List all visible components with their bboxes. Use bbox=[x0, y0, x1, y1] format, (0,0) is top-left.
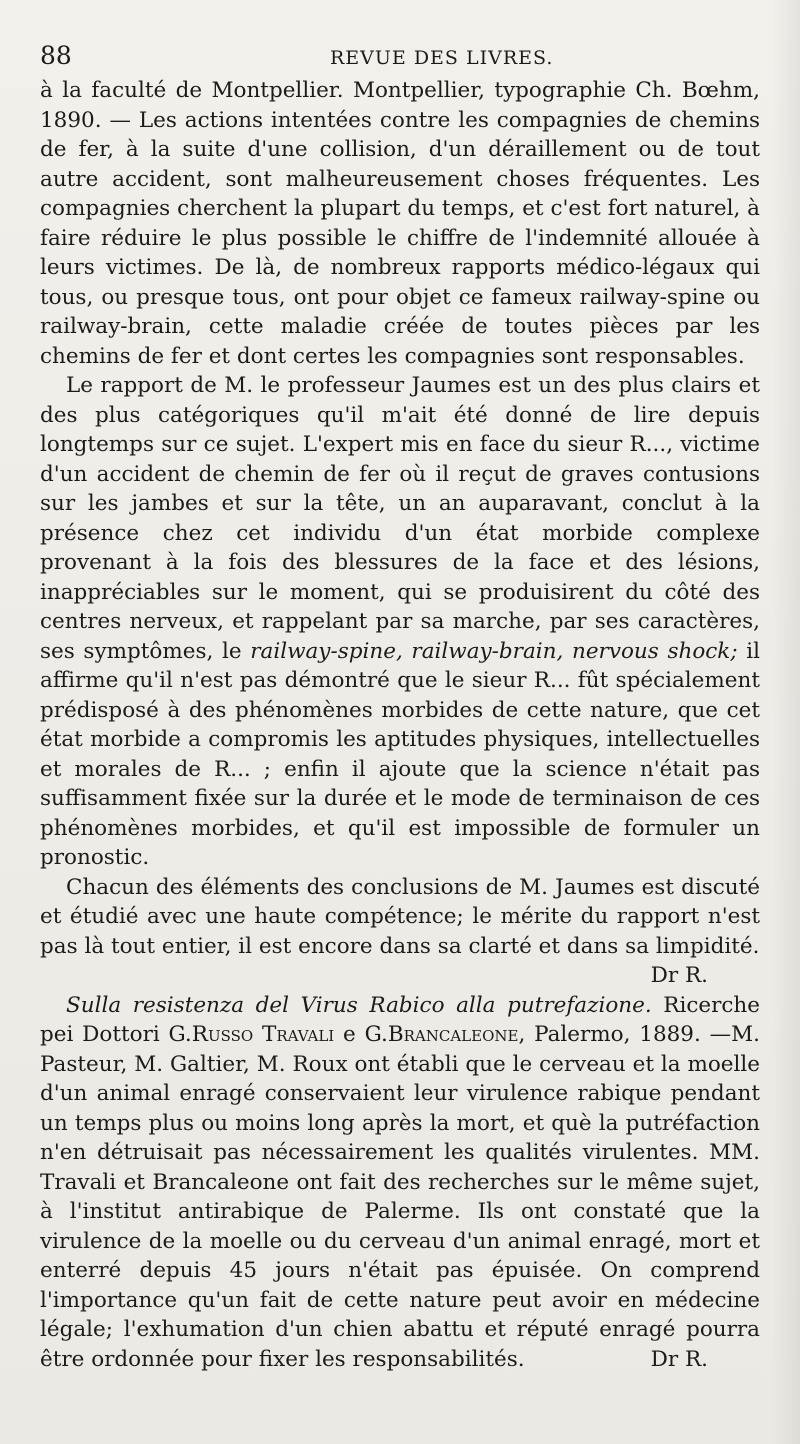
review-1-signature: Dr R. bbox=[650, 963, 708, 988]
review-2-conjunction: e G. bbox=[343, 1022, 388, 1047]
review-2-author-1: Russo Travali bbox=[191, 1022, 335, 1047]
running-header bbox=[40, 36, 760, 76]
running-title: REVUE DES LIVRES. bbox=[330, 47, 554, 69]
review-1-p2-text: Le rapport de M. le professeur Jaumes est un des plus clairs et des plus catégoriques qu'il m'ait été donné de lire depuis longtemps sur ce sujet. L'expert mis en face du sieur R..., victime d'un accident de chemin de fer où il reçut de graves contusions sur les jambes et sur la tête, un an auparavant, conclut à la présence chez cet individu d'un état morbide complexe provenant à la fois des blessures de la face et des lésions, inappréciables sur le moment, qui se produisirent du côté des centres nerveux, et rappelant par sa marche, par ses caractères, ses symptômes, le bbox=[40, 373, 760, 664]
review-2-author-2: Brancaleone bbox=[387, 1022, 519, 1047]
review-1-paragraph-2 bbox=[40, 371, 760, 873]
review-1-p3-text: Chacun des éléments des conclusions de M. Jaumes est discuté et étudié avec une haute compétence; le mérite du rapport n'est pas là tout entier, il est encore dans sa clarté et dans sa limpidité. bbox=[40, 874, 760, 959]
review-1-continuation: à la faculté de Montpellier. Montpellier, typographie Ch. Bœhm, 1890. — Les actions intentées contre les compagnies de chemins de fer, à la suite d'une collision, d'un déraillement ou de tout autre accident, sont malheureusement choses fréquentes. Les compagnies cherchent la plupart du temps, et c'est fort naturel, à faire réduire le plus possible le chiffre de l'indemnité allouée à leurs victimes. De là, de nombreux rapports médico-légaux qui tous, ou presque tous, ont pour objet ce fameux railway-spine ou railway-brain, cette maladie créée de toutes pièces par les chemins de fer et dont certes les compagnies sont responsables. bbox=[40, 78, 760, 369]
page-text bbox=[40, 76, 760, 1374]
review-1-p2-rest: il affirme qu'il n'est pas démontré que le sieur R... fût spécialement prédisposé à des phénomènes morbides de cette nature, que cet état morbide a compromis les aptitudes physiques, intellectuelles et morales de R... ; enfin il ajoute que la science n'était pas suffisamment fixée sur la durée et le mode de terminaison de ces phénomènes morbides, et qu'il est impossible de formuler un pronostic. bbox=[40, 638, 760, 870]
review-2-body: M. Pasteur, M. Galtier, M. Roux ont établi que le cerveau et la moelle d'un animal enragé conservaient leur virulence rabique pendant un temps plus ou moins long après la mort, et què la putréfaction n'en détruisait pas nécessairement les qualités virulentes. MM. Travali et Brancaleone ont fait des recherches sur le même sujet, à l'institut antirabique de Palerme. Ils ont constaté que la virulence de la moelle ou du cerveau d'un animal enragé, mort et enterré depuis 45 jours n'était pas épuisée. On comprend l'importance qu'un fait de cette nature peut avoir en médecine légale; l'exhumation d'un chien abattu et réputé enragé pourra être ordonnée pour fixer les responsabilités. bbox=[40, 1022, 760, 1372]
review-1-paragraph-3 bbox=[40, 873, 760, 988]
review-2-imprint: , Palermo, 1889. — bbox=[518, 1022, 732, 1047]
review-1-p2-italic-terms: railway-spine, railway-brain, nervous shock; bbox=[250, 638, 738, 664]
page-number: 88 bbox=[40, 41, 72, 70]
review-2-paragraph bbox=[40, 991, 760, 1375]
review-2-signature: Dr R. bbox=[650, 1346, 708, 1372]
review-2-title: Sulla resistenza del Virus Rabico alla putrefazione. bbox=[66, 992, 652, 1018]
review-2-ricerche: Ricerche pei Dottori G. bbox=[40, 992, 760, 1047]
